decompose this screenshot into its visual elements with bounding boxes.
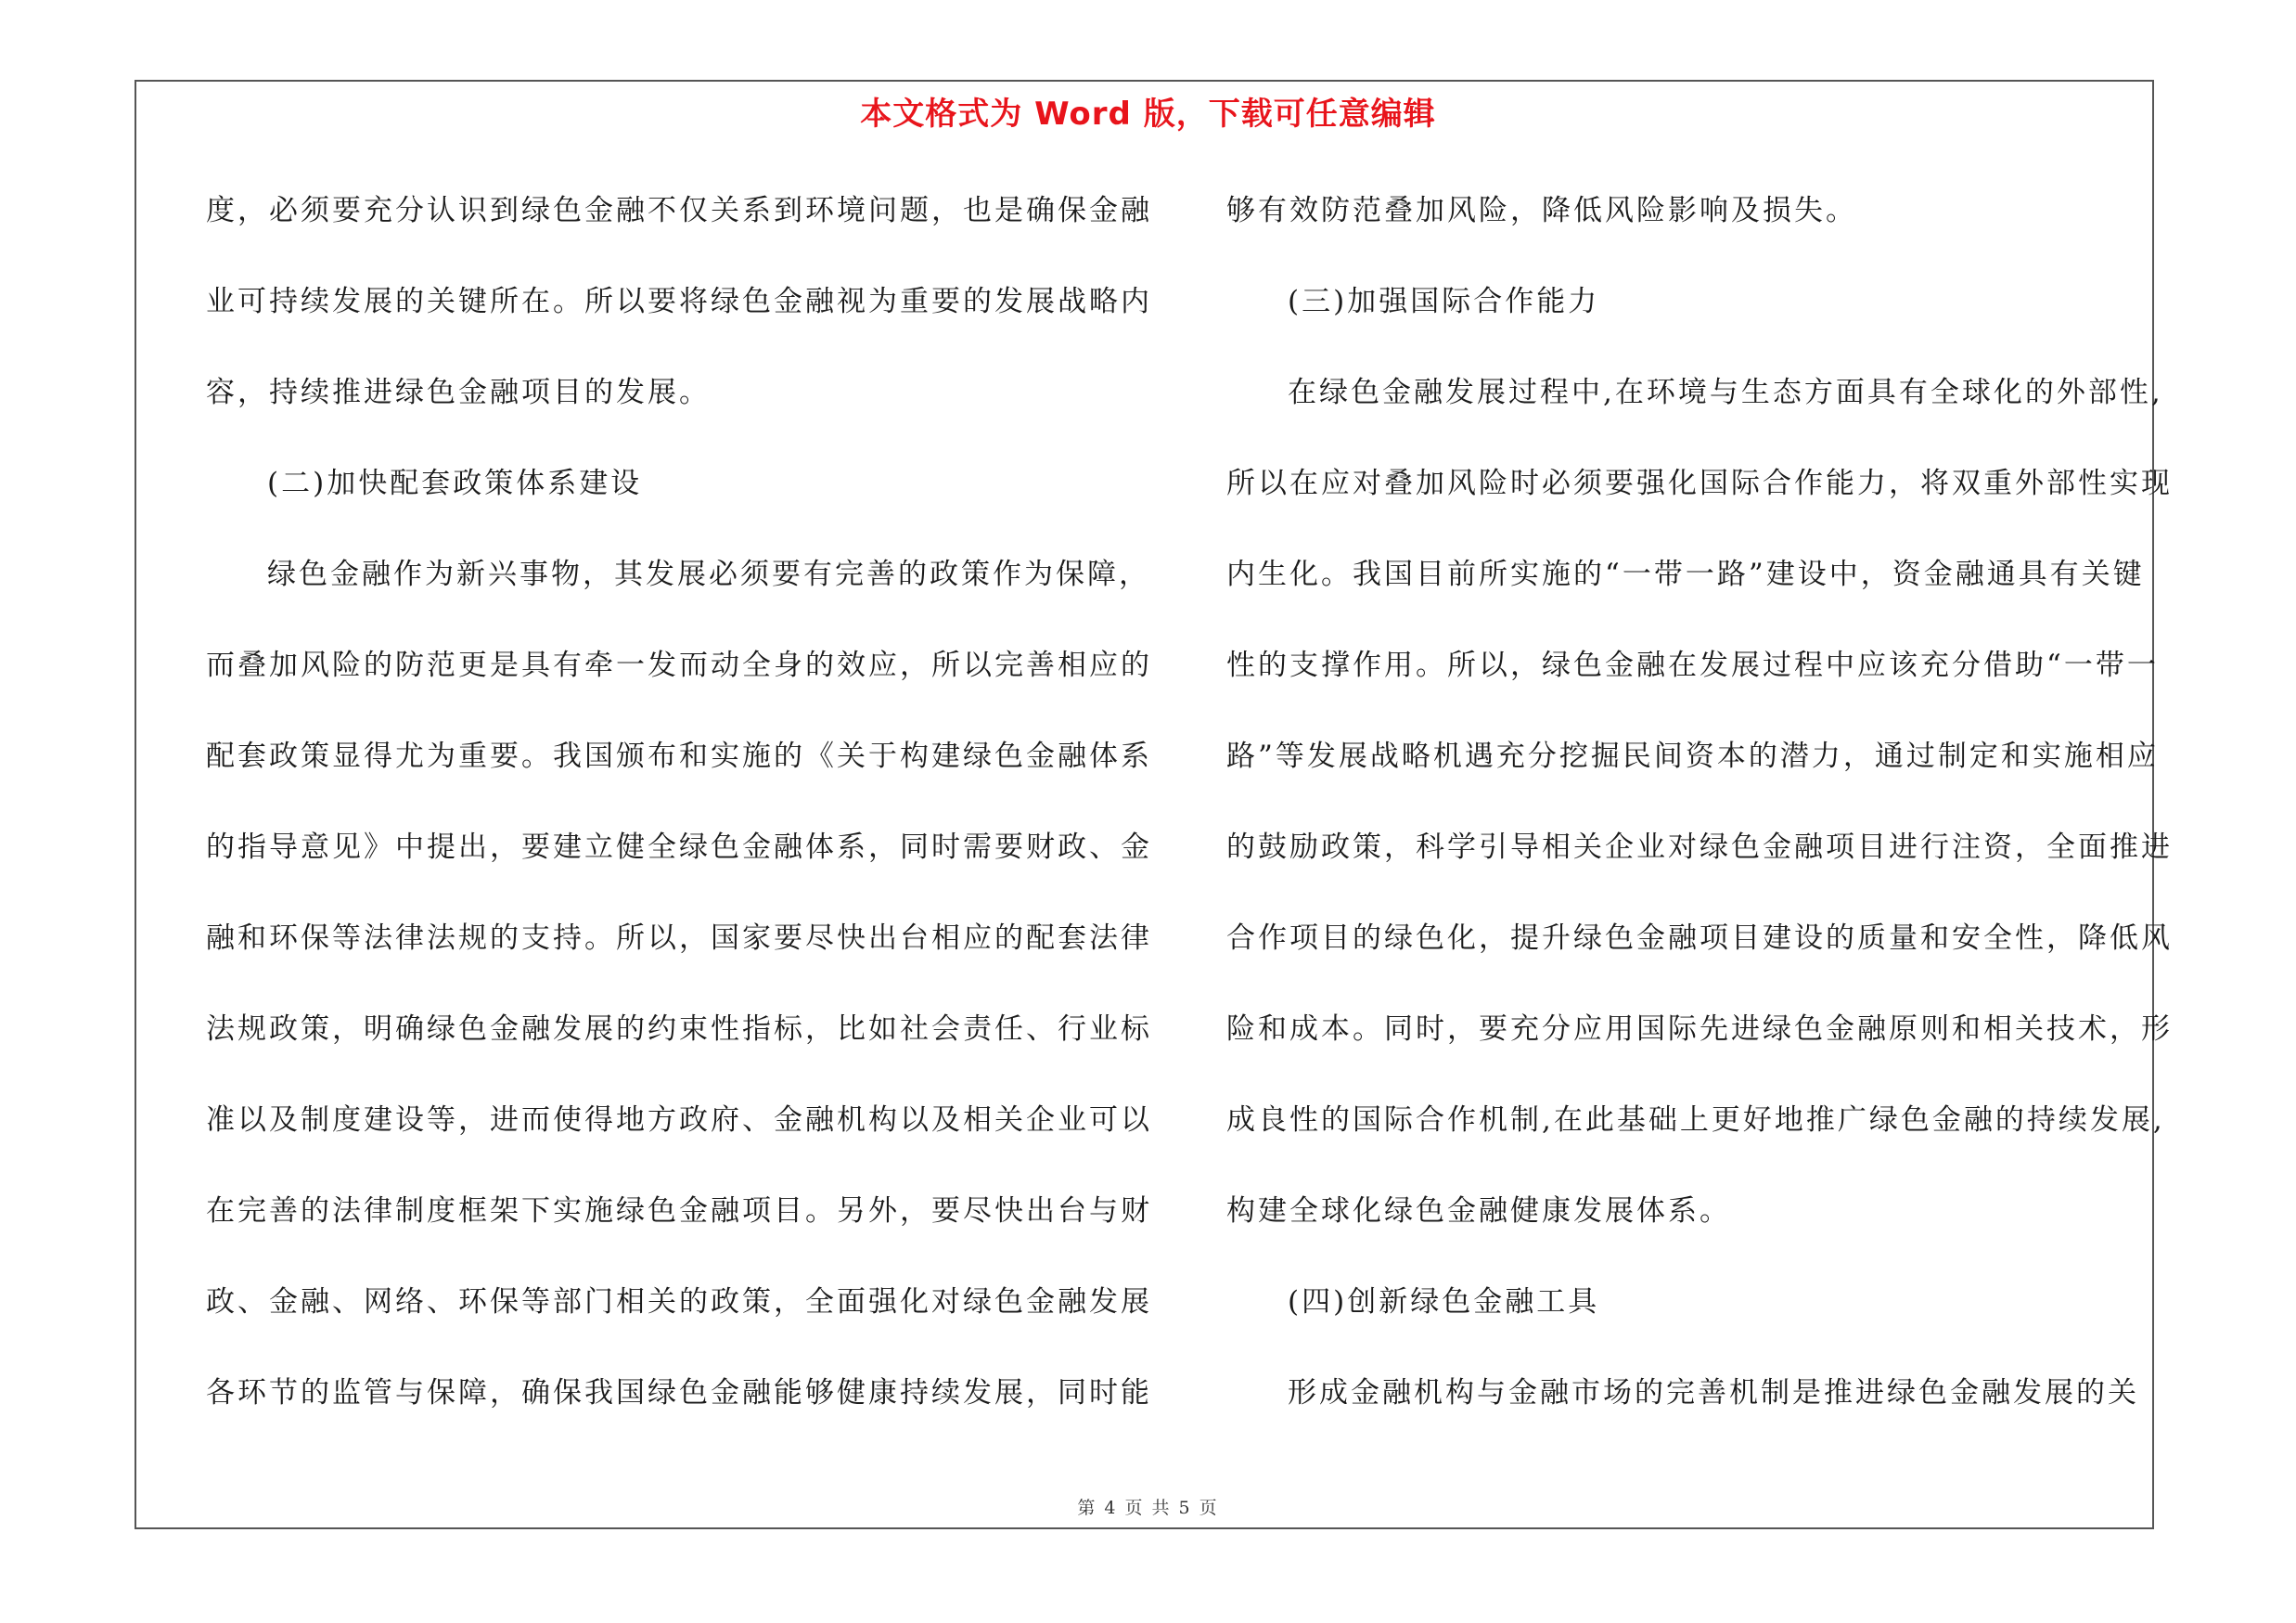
text-line: 内生化。我国目前所实施的“一带一路”建设中，资金融通具有关键 bbox=[1226, 558, 2145, 591]
text-line: 融和环保等法律法规的支持。所以，国家要尽快出台相应的配套法律 bbox=[206, 921, 1152, 955]
text-line: 在绿色金融发展过程中,在环境与生态方面具有全球化的外部性, bbox=[1288, 376, 2163, 409]
text-line: 配套政策显得尤为重要。我国颁布和实施的《关于构建绿色金融体系 bbox=[206, 740, 1152, 773]
text-line: 的鼓励政策，科学引导相关企业对绿色金融项目进行注资，全面推进 bbox=[1226, 831, 2173, 864]
text-line: 形成金融机构与金融市场的完善机制是推进绿色金融发展的关 bbox=[1288, 1376, 2139, 1410]
text-line: 性的支撑作用。所以，绿色金融在发展过程中应该充分借助“一带一 bbox=[1226, 649, 2159, 682]
word-format-banner: 本文格式为 Word 版，下载可任意编辑 bbox=[860, 96, 1436, 133]
text-line: 法规政策，明确绿色金融发展的约束性指标，比如社会责任、行业标 bbox=[206, 1012, 1152, 1046]
text-line: 构建全球化绿色金融健康发展体系。 bbox=[1226, 1194, 1731, 1228]
right-text-column bbox=[1226, 184, 2173, 1457]
text-line: 够有效防范叠加风险，降低风险影响及损失。 bbox=[1226, 194, 1857, 227]
text-line: 合作项目的绿色化，提升绿色金融项目建设的质量和安全性，降低风 bbox=[1226, 921, 2173, 955]
text-line: (三)加强国际合作能力 bbox=[1288, 285, 1600, 318]
text-line: 政、金融、网络、环保等部门相关的政策，全面强化对绿色金融发展 bbox=[206, 1285, 1152, 1319]
text-line: 绿色金融作为新兴事物，其发展必须要有完善的政策作为保障， bbox=[267, 558, 1150, 591]
text-line: 度，必须要充分认识到绿色金融不仅关系到环境问题，也是确保金融 bbox=[206, 194, 1152, 227]
page-number-footer: 第 4 页 共 5 页 bbox=[1077, 1498, 1219, 1518]
text-line: 业可持续发展的关键所在。所以要将绿色金融视为重要的发展战略内 bbox=[206, 285, 1152, 318]
text-line: 而叠加风险的防范更是具有牵一发而动全身的效应，所以完善相应的 bbox=[206, 649, 1152, 682]
text-line: 的指导意见》中提出，要建立健全绿色金融体系，同时需要财政、金 bbox=[206, 831, 1152, 864]
text-line: 在完善的法律制度框架下实施绿色金融项目。另外，要尽快出台与财 bbox=[206, 1194, 1152, 1228]
text-line: 各环节的监管与保障，确保我国绿色金融能够健康持续发展，同时能 bbox=[206, 1376, 1152, 1410]
text-line: 所以在应对叠加风险时必须要强化国际合作能力，将双重外部性实现 bbox=[1226, 467, 2173, 500]
text-line: 容，持续推进绿色金融项目的发展。 bbox=[206, 376, 711, 409]
text-line: (二)加快配套政策体系建设 bbox=[267, 467, 643, 500]
text-line: 成良性的国际合作机制,在此基础上更好地推广绿色金融的持续发展, bbox=[1226, 1103, 2165, 1137]
text-line: 险和成本。同时，要充分应用国际先进绿色金融原则和相关技术，形 bbox=[1226, 1012, 2173, 1046]
text-line: (四)创新绿色金融工具 bbox=[1288, 1285, 1600, 1319]
text-line: 准以及制度建设等，进而使得地方政府、金融机构以及相关企业可以 bbox=[206, 1103, 1152, 1137]
text-line: 路”等发展战略机遇充分挖掘民间资本的潜力，通过制定和实施相应 bbox=[1226, 740, 2159, 773]
left-text-column bbox=[206, 184, 1152, 1457]
